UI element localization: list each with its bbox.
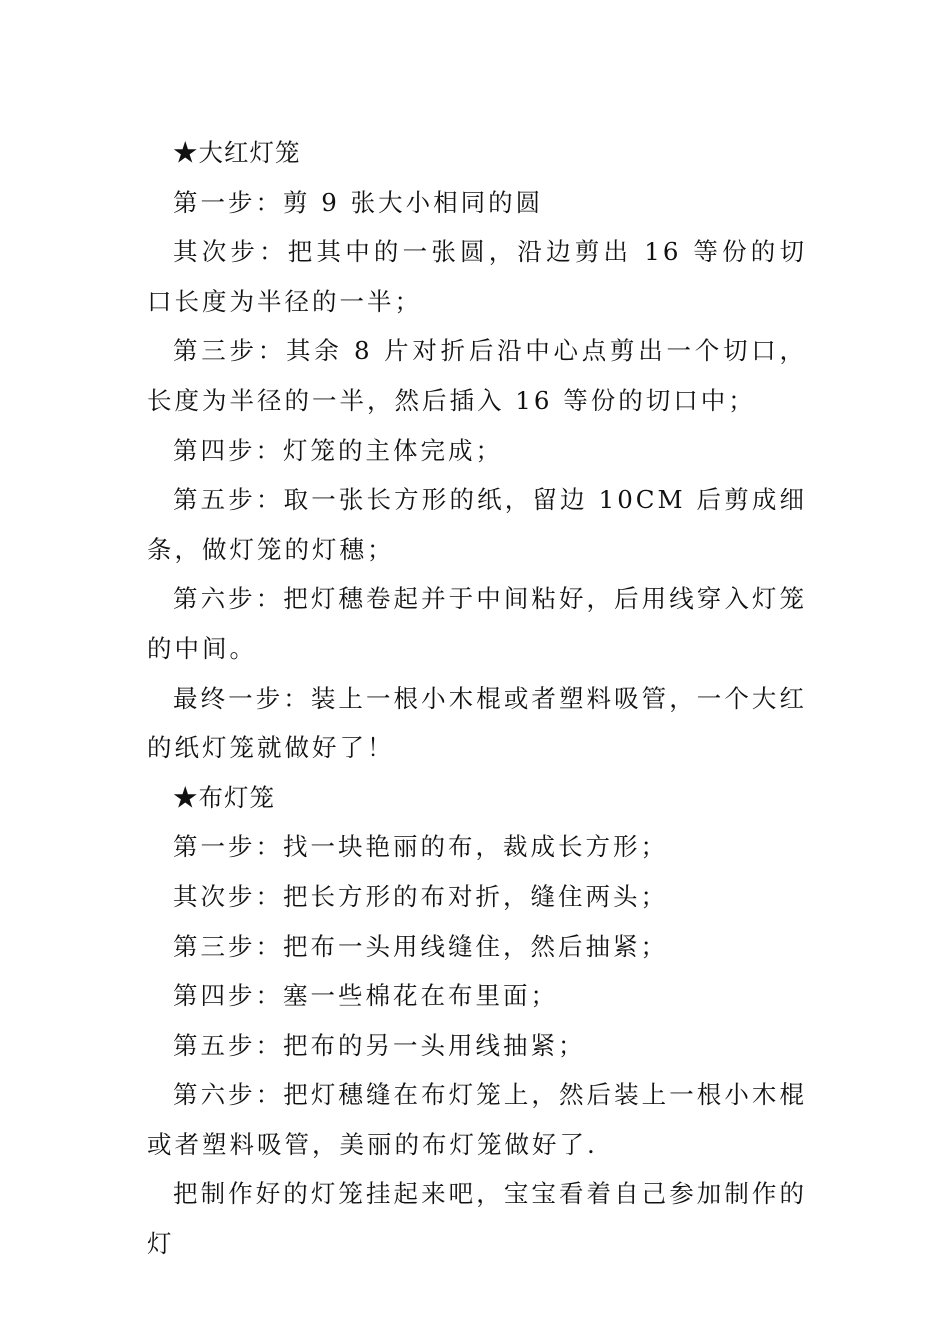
- step-paragraph: 第一步：找一块艳丽的布，裁成长方形；: [173, 832, 668, 862]
- section-heading-red-lantern: ★大红灯笼: [173, 138, 301, 167]
- step-paragraph: 第五步：取一张长方形的纸，留边 10CM 后剪成细条，做灯笼的灯穗；: [147, 485, 807, 564]
- step-paragraph: 最终一步：装上一根小木棍或者塑料吸管，一个大红的纸灯笼就做好了！: [147, 683, 807, 763]
- step-paragraph: 第三步：其余 8 片对折后沿中心点剪出一个切口，长度为半径的一半，然后插入 16 等份的切口中；: [147, 336, 807, 415]
- step-paragraph: 第六步：把灯穗卷起并于中间粘好，后用线穿入灯笼的中间。: [147, 584, 807, 663]
- step-paragraph: 第四步：灯笼的主体完成；: [173, 435, 503, 465]
- step-paragraph: 第六步：把灯穗缝在布灯笼上，然后装上一根小木棍或者塑料吸管，美丽的布灯笼做好了.: [147, 1080, 807, 1159]
- closing-paragraph: 把制作好的灯笼挂起来吧，宝宝看着自己参加制作的灯: [147, 1179, 807, 1259]
- step-paragraph: 其次步：把其中的一张圆，沿边剪出 16 等份的切口长度为半径的一半；: [147, 237, 807, 316]
- step-paragraph: 第一步：剪 9 张大小相同的圆: [173, 187, 544, 217]
- step-paragraph: 其次步：把长方形的布对折，缝住两头；: [173, 881, 668, 911]
- section-heading-cloth-lantern: ★布灯笼: [173, 782, 275, 812]
- document-body: [147, 128, 807, 1269]
- step-paragraph: 第五步：把布的另一头用线抽紧；: [173, 1030, 586, 1060]
- step-paragraph: 第三步：把布一头用线缝住，然后抽紧；: [173, 931, 668, 961]
- step-paragraph: 第四步：塞一些棉花在布里面；: [173, 981, 558, 1011]
